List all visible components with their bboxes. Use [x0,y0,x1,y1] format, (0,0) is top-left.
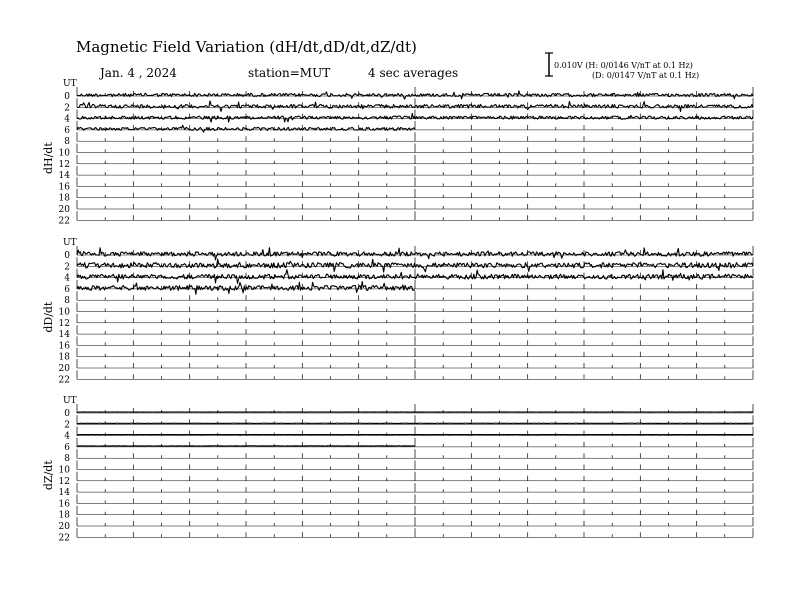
time-axis-label: UT [63,238,77,248]
hour-tick-label: 22 [58,533,70,544]
time-axis-label: UT [63,79,77,89]
hour-tick-label: 18 [58,352,70,363]
hour-tick-label: 22 [58,216,70,227]
hour-tick-label: 10 [58,307,70,318]
row-ticks [77,336,753,345]
hour-tick-label: 4 [64,273,70,284]
row-ticks [77,370,753,379]
scale-value-label: 0.010V [554,61,583,70]
hour-tick-label: 14 [58,488,70,499]
averaging-label: 4 sec averages [368,66,459,80]
hour-tick-label: 0 [64,409,70,419]
row-ticks [77,483,753,492]
panel-ylabel: dH/dt [42,142,55,175]
time-axis-label: UT [63,396,77,406]
row-ticks [77,200,753,209]
row-ticks [77,517,753,526]
hour-tick-label: 16 [58,182,70,193]
hour-tick-label: 6 [64,125,70,136]
row-ticks [77,303,753,312]
hour-tick-label: 20 [58,364,70,374]
row-ticks [77,144,753,153]
hour-tick-label: 4 [64,114,70,125]
row-ticks [77,494,753,503]
hour-tick-label: 12 [58,159,70,170]
hour-tick-label: 10 [58,148,70,159]
row-ticks [77,348,753,357]
hour-tick-label: 14 [58,171,70,182]
hour-tick-label: 8 [64,454,70,465]
row-ticks [77,314,753,323]
row-ticks [77,461,753,470]
hour-tick-label: 18 [58,510,70,521]
row-ticks [77,166,753,175]
row-ticks [77,177,753,186]
hour-tick-label: 0 [64,251,70,261]
row-ticks [77,506,753,515]
row-ticks [77,155,753,164]
hour-tick-label: 2 [64,420,70,431]
hour-tick-label: 16 [58,499,70,510]
row-ticks [77,472,753,481]
row-ticks [77,325,753,334]
hour-tick-label: 0 [64,92,70,102]
hour-tick-label: 4 [64,431,70,442]
panel-dZ-dt [42,396,753,543]
hour-tick-label: 20 [58,205,70,215]
trace-6ut [77,282,415,295]
panel-ylabel: dD/dt [42,301,55,333]
row-ticks [77,132,753,141]
hour-tick-label: 6 [64,442,70,453]
hour-tick-label: 8 [64,296,70,307]
row-ticks [77,211,753,220]
panel-dD-dt [42,238,753,385]
hour-tick-label: 20 [58,522,70,532]
scale-h-sensitivity: (H: 0/0146 V/nT at 0.1 Hz) [585,61,693,70]
station-label: station=MUT [248,66,331,80]
hour-tick-label: 10 [58,465,70,476]
hour-tick-label: 16 [58,341,70,352]
hour-tick-label: 22 [58,375,70,386]
hour-tick-label: 2 [64,103,70,114]
row-ticks [77,291,753,300]
row-ticks [77,528,753,537]
row-ticks [77,449,753,458]
row-ticks [77,189,753,198]
scale-bar [545,53,553,76]
row-ticks [77,359,753,368]
row-ticks [77,269,753,278]
hour-tick-label: 14 [58,330,70,341]
hour-tick-label: 8 [64,137,70,148]
chart-title: Magnetic Field Variation (dH/dt,dD/dt,dZ/dt) [76,38,417,56]
hour-tick-label: 12 [58,476,70,487]
hour-tick-label: 12 [58,318,70,329]
scale-d-sensitivity: (D: 0/0147 V/nT at 0.1 Hz) [592,71,700,80]
hour-tick-label: 18 [58,193,70,204]
date-label: Jan. 4 , 2024 [100,66,177,80]
hour-tick-label: 6 [64,284,70,295]
panel-ylabel: dZ/dt [42,460,55,491]
panel-dH-dt [42,79,753,226]
hour-tick-label: 2 [64,262,70,273]
